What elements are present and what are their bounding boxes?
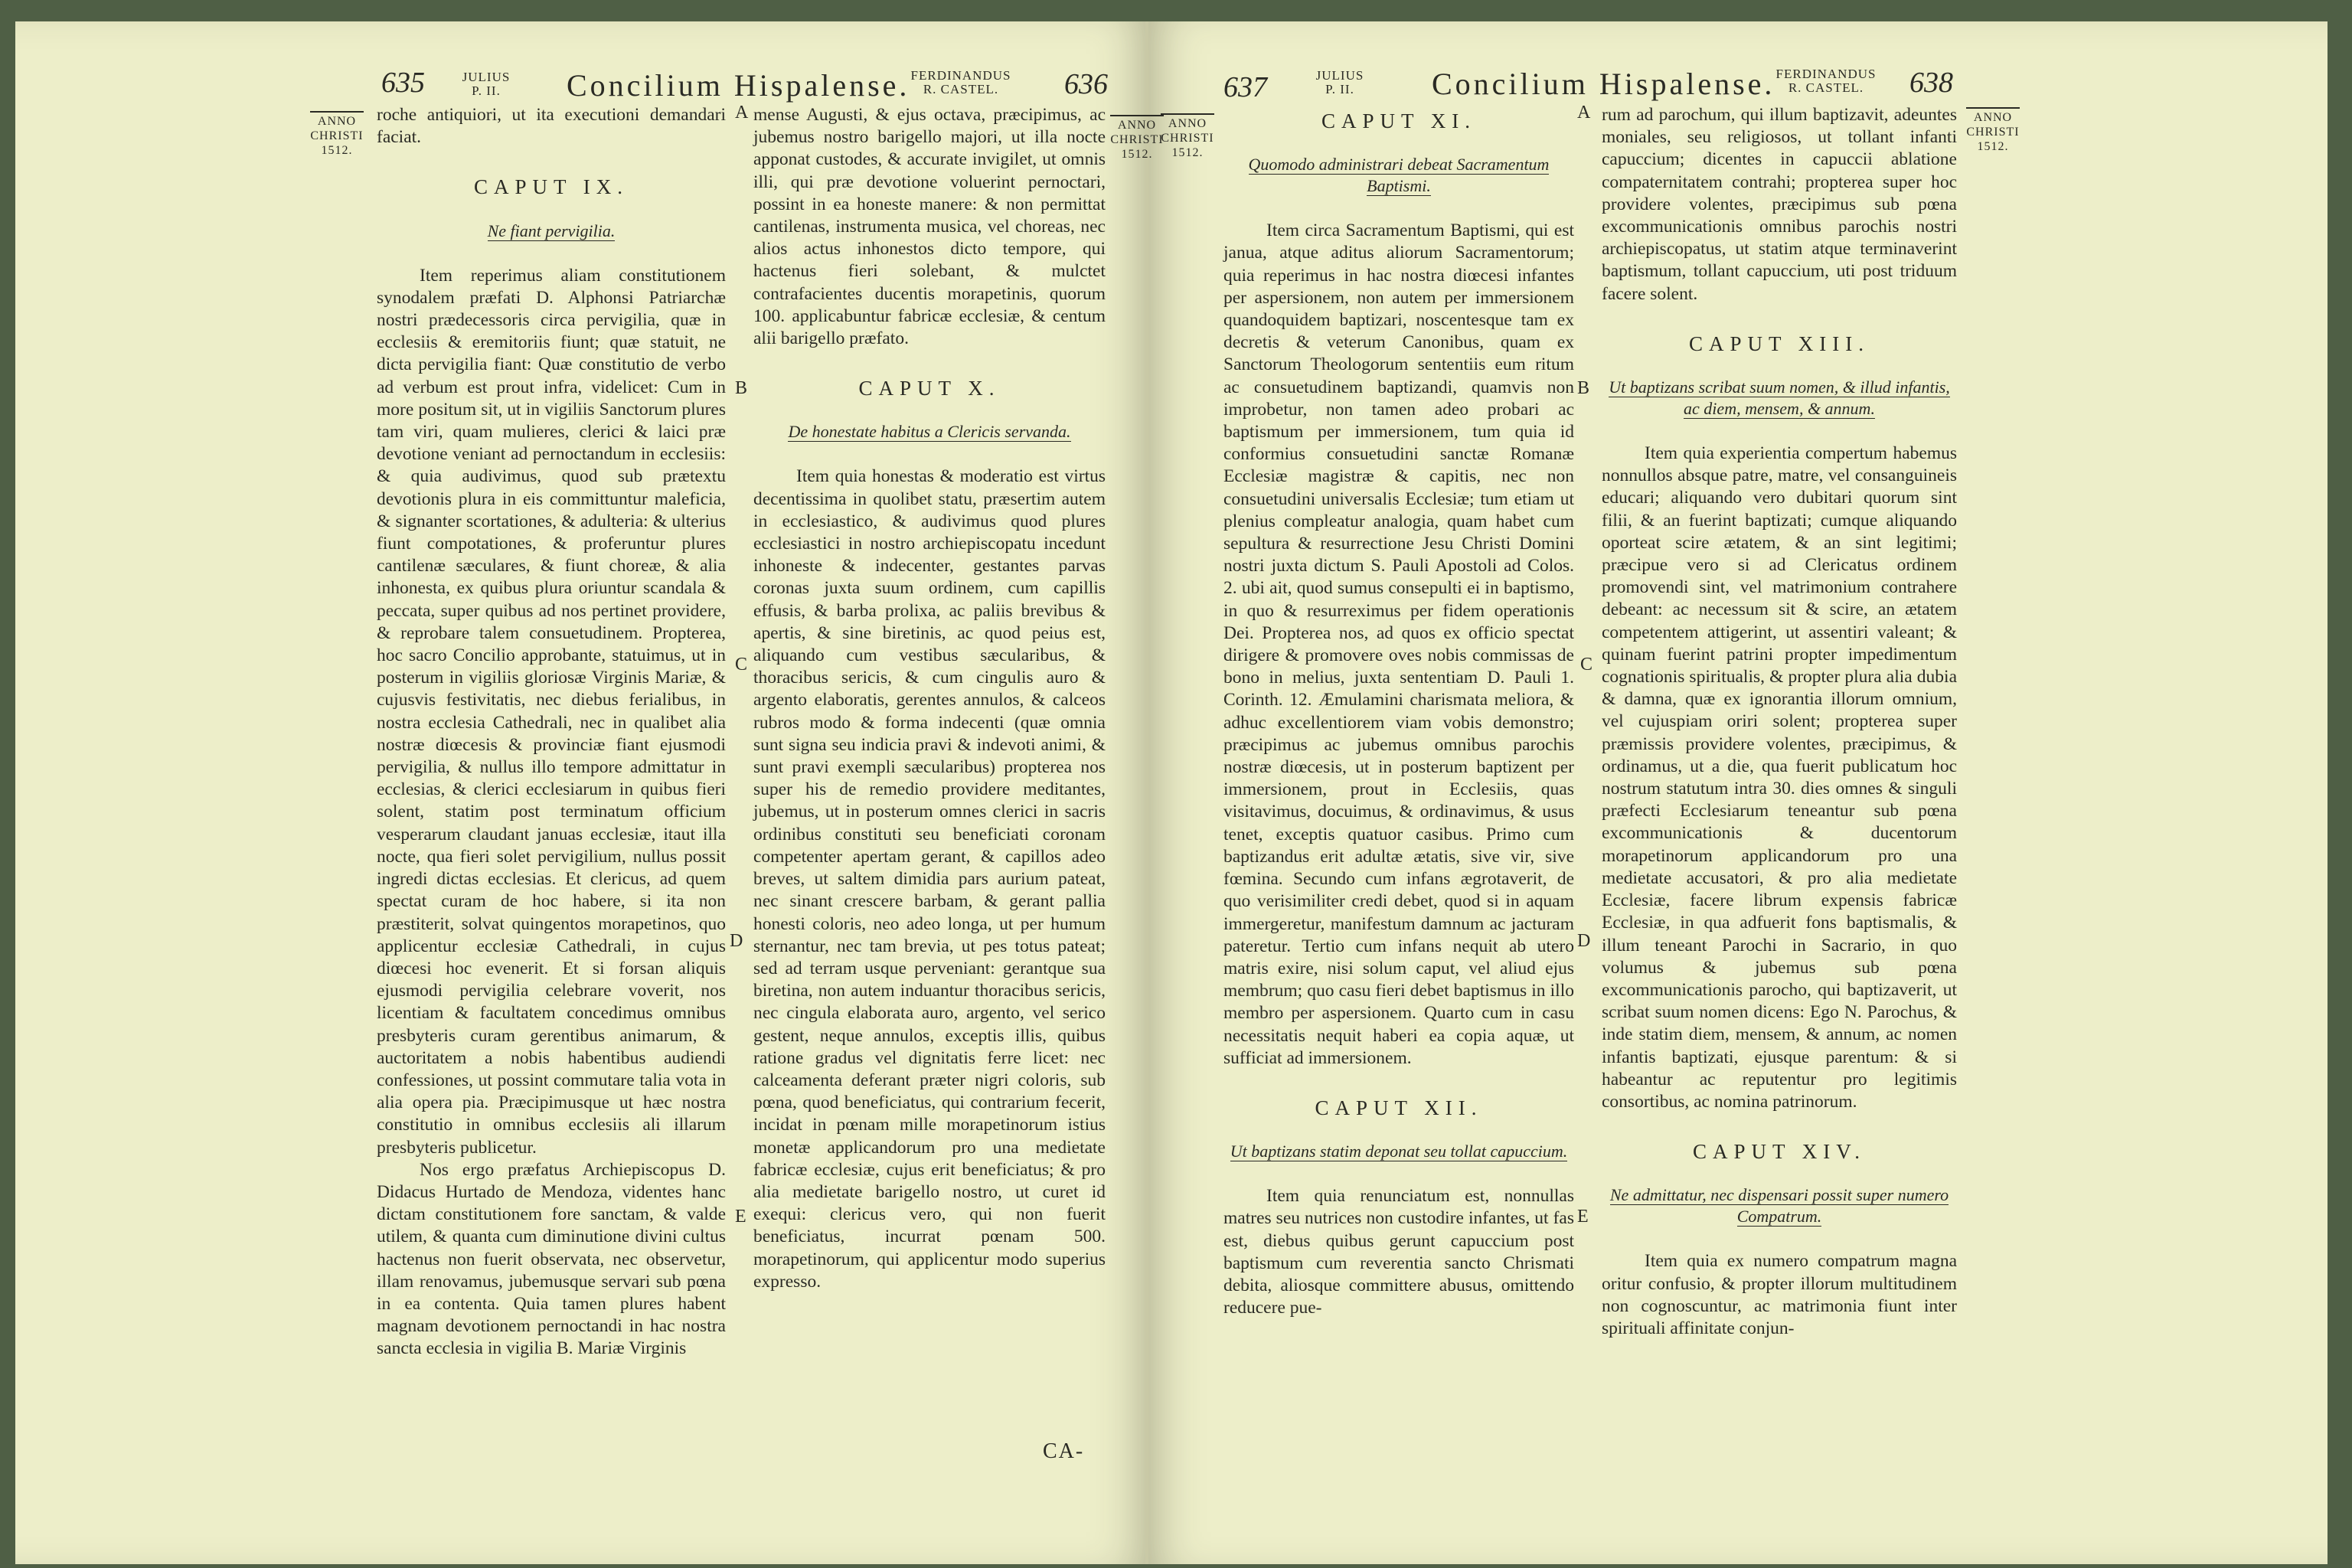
king-name: FERDINANDUS [1775,67,1877,81]
pope-name: JULIUS [462,70,511,84]
chapter-heading: CAPUT XI. [1321,109,1477,132]
paragraph: mense Augusti, & ejus octava, præcipimus, ac jubemus nostro barigello majori, ut illa nocte apponat custodes, & accurate invigilet, ut omnis illi, qui præ devotione voluerint pernoctari, possint in ea honeste manere: & non permittat cantilenas, instrumenta musica, vel choreas, nec alios actus inhonestos dicto tempore, qui hactenus fieri solebant, & mulctet contrafacientes ducentis morapetinis, quorum 100. applicabuntur fabricæ ecclesiæ, & centum alii barigello præfato. [753,105,1106,349]
text-column [1602,104,1957,1340]
pope-name: JULIUS [1315,68,1364,83]
chapter-caption-text: Quomodo administrari debeat Sacramentum Baptismi. [1248,155,1550,196]
page-number: 638 [1909,67,1953,99]
anno-christi: CHRISTI [1110,133,1164,146]
anno-rule [1966,107,2020,109]
section-marker: E [1577,1207,1589,1227]
text-column [377,104,726,1361]
anno-note [1161,113,1214,160]
king-heading [1769,67,1883,95]
pope-number: P. II. [472,83,501,98]
king-name: FERDINANDUS [910,68,1011,83]
anno-year: 1512. [1171,146,1204,159]
chapter-caption-text: Ne admittatur, nec dispensari possit super numero Compatrum. [1609,1185,1949,1227]
chapter-caption [377,220,726,242]
paragraph: Item quia honestas & moderatio est virtus decentissima in quolibet statu, præsertim autem in ecclesiastico, & audivimus quod plures ecclesiastici in nostro archiepiscopatu incedunt inhoneste & indecenter, gestantes parvas coronas juxta suum ordinem, cum capillis effusis, & barba prolixa, ac paliis brevibus & apertis, & sine biretinis, ac quod peius est, aliquando cum vestibus sæcularibus, & thoracibus sericis, & cum cingulis auro & argento elaboratis, gerentes annulos, & calceos rubros modo & forma indecenti (quæ omnia sunt signa seu indicia pravi & indevoti animi, & sunt pravi exempli sæcularibus) propterea nos super his de remedio providere meditantes, jubemus, ut in posterum omnes clerici in sacris ordinibus constituti seu beneficiati coronam competenter apertam gerant, & capillos adeo breves, ut saltem dimidia pars aurium pateat, nec sinant crescere barbam, & gerant pallia honesti coloris, neo adeo longa, ut per humum sternantur, nec tam brevia, ut pes totus pateat; sed ad terram usque perveniant: gerantque sua biretina, non autem induantur thoracibus sericis, nec cingula elaborata auro, argento, vel serico gestent, neque annulos, exceptis illis, quibus ratione gradus vel dignitatis ferre licet: nec calceamenta deferant præter nigri coloris, sub pœna, quod beneficiatus, qui contrarium fecerit, incidat in pœnam mille morapetinorum istius monetæ applicandorum pro una medietate fabricæ ecclesiæ, cujus erit beneficiatus; & pro alia medietate barigello nostro, ut curet id exequi: clericus vero, qui non fuerit beneficiatus, incurrat pœnam 500. morapetinorum, qui applicentur modo superius expresso. [753,466,1106,1292]
page-number: 635 [381,67,425,99]
anno-note [1966,107,2020,154]
chapter-caption-text: Ut baptizans statim deponat seu tollat capuccium. [1230,1142,1568,1161]
pope-number: P. II. [1325,82,1354,96]
chapter-caption [1602,1184,1957,1227]
king-title: R. CASTEL. [1788,80,1864,95]
pope-heading [1305,69,1374,96]
running-title: Concilium Hispalense. [1432,67,1775,101]
king-heading [903,69,1018,96]
king-title: R. CASTEL. [923,82,999,96]
page-number: 636 [1064,68,1108,100]
chapter-heading: CAPUT XII. [1315,1096,1483,1119]
anno-note [310,111,364,158]
chapter-heading: CAPUT XIII. [1689,332,1870,355]
section-marker: A [1577,103,1591,122]
page-number: 637 [1223,71,1267,103]
pope-heading [452,70,521,98]
anno-year: 1512. [1121,148,1153,161]
chapter-caption-text: Ut baptizans scribat suum nomen, & illud infantis, ac diem, mensem, & annum. [1609,377,1950,419]
chapter-caption-text: Ne fiant pervigilia. [487,220,616,240]
text-column [753,104,1106,1293]
catchword: CA- [1043,1439,1085,1463]
anno-rule [1110,115,1164,116]
chapter-caption [753,421,1106,443]
chapter-caption-text: De honestate habitus a Clericis servanda. [788,422,1071,442]
chapter-caption [1602,377,1957,420]
paragraph: Item quia renunciatum est, nonnullas matres seu nutrices non custodire infantes, ut fas est, diebus quibus gerunt capuccium post baptismum cum reverentia sancto Chrismati debita, aliosque committere abusus, omittendo reducere pue- [1223,1186,1574,1318]
paragraph: Item quia experientia compertum habemus nonnullos absque patre, matre, vel consanguineis educari; aliquando vero dubitari quorum sint filii, & an fuerint baptizati; cumque aliquando oporteat scire ætatem, & an sint legitimi; præcipue vero si ad Clericatus ordinem promovendi sint, vel matrimonium contrahere debeant: ac necessum sit & scire, an ætatem competentem attigerint, ut assentiri valeant; & quinam fuerint patrini propter impedimentum cognationis spiritualis, & propter plura alia dubia & damna, quæ ex ignorantia illorum omnium, vel cujuspiam oriri solent; propterea super præmissis providere volentes, præcipimus, & ordinamus, ut a die, qua fuerit publicatum hoc nostrum statutum intra 30. dies omnes & singuli præfecti Ecclesiarum teneantur sub pœna excommunicationis & ducentorum morapetinorum applicandorum pro una medietate accusatori, & pro alia medietate Ecclesiæ, facere librum expensis fabricæ Ecclesiæ, in qua adfuerit fons baptismalis, & illum teneant Parochi in Sacrario, in quo volumus & jubemus sub pœna excommunicationis parocho, qui baptizaverit, ut scribat suum nomen dicens: Ego N. Parochus, & inde statim diem, mensem, & annum, ac nomen infantis baptizati, ejusque parentum: & si habeantur ac reputentur pro legitimis consortibus, ac nomina patrinorum. [1602,443,1957,1112]
text-column [1223,104,1574,1319]
anno-christi: CHRISTI [1966,126,2020,139]
paragraph: Nos ergo præfatus Archiepiscopus D. Didacus Hurtado de Mendoza, videntes hanc dictam constitutionem fore sanctam, & valde utilem, & quanta cum diminutione divini cultus hactenus non fuerit observata, nec observetur, illam renovamus, jubemusque servari sub pœna in ea contenta. Quia tamen plures habent magnam devotionem pernoctandi in hac nostra sancta ecclesia in vigilia B. Mariæ Virginis [377,1159,726,1359]
paragraph: Item circa Sacramentum Baptismi, qui est janua, atque aditus aliorum Sacramentorum; quia reperimus in hac nostra diœcesi infantes per aspersionem, non autem per immersionem quandoquidem baptizari, noscentesque tam ex decretis & veterum Canonibus, quam ex Sanctorum Theologorum sententiis eum ritum ac consuetudinem baptizandi, quamvis non improbetur, non tamen adeo probari ac baptismum per immersionem, tum quia id conformius consuetudini sanctæ Romanæ Ecclesiæ magistræ & capitis, nec non consuetudini universalis Ecclesiæ; tum etiam ut plenius compleatur analogia, quam habet cum sepultura & resurrectione Jesu Christi Domini nostri juxta dictum S. Pauli Apostoli ad Colos. 2. ubi ait, quod sumus consepulti ei in baptismo, in quo & resurreximus per fidem operationis Dei. Propterea nos, ad quos ex officio spectat dirigere & promovere oves nobis commissas de bono in melius, juxta sententiam D. Pauli 1. Corinth. 12. Æmulamini charismata meliora, & adhuc excellentiorem viam vobis demonstro; præcipimus ac jubemus omnibus parochis nostræ diœcesis, ut in posterum baptizent per immersionem, prout in Ecclesiis, quas visitavimus, docuimus, & ordinavimus, & usus tenet, exceptis quatuor casibus. Primo cum baptizandus erit adultæ ætatis, sive vir, sive fœmina. Secundo cum infans ægrotaverit, de quo verisimiliter credi debet, quod si in aquam immergeretur, manifestum damnum ac jacturam pateretur. Tertio cum infans nequit ab utero matris exire, nisi solum caput, vel aliud ejus membrum; quo casu fieri debet baptismus in illo membro per aspersionem. Quarto cum in casu necessitatis nequit haberi ea copia aquæ, ut sufficiat ad immersionem. [1223,220,1574,1068]
anno-label: ANNO [1117,119,1157,132]
running-title: Concilium Hispalense. [567,68,910,103]
chapter-heading: CAPUT XIV. [1692,1140,1867,1164]
paragraph: Item reperimus aliam constitutionem synodalem præfati D. Alphonsi Patriarchæ nostri prædecessoris circa pervigilia, quæ in ecclesiis & eremitoriis fiunt; quæ statuit, ne dicta pervigilia fiant: Quæ constitutio de verbo ad verbum est prout infra, videlicet: Cum in more positum sit, ut in vigiliis Sanctorum plures tam viri, quam mulieres, clerici & laici præ devotione veniant ad pernoctandum in ecclesiis: & quia audivimus, quod sub prætextu devotionis plura in eis committuntur maleficia, & signanter scortationes, & adulteria: & ulterius fiunt compotationes, & proferuntur plures cantilenæ sæculares, & fiunt choreæ, & alia inhonesta, ex quibus plura oriuntur scandala & peccata, super quibus ad nos pertinet providere, & reprobare talem consuetudinem. Propterea, hoc sacro Concilio approbante, statuimus, ut in posterum in vigiliis gloriosæ Virginis Mariæ, & cujusvis festivitatis, nec diebus ferialibus, in nostra ecclesia Cathedrali, nec in qualibet alia nostræ diœcesis & provinciæ fiant ejusmodi pervigilia, & nullus illo tempore admittatur in ecclesias, & clerici ecclesiarum in quibus fieri solent, statim post terminatum officium vesperarum claudant januas ecclesiæ, itaut illa nocte, qua fieri solet pervigilium, nullus possit ingredi dictas ecclesias. Et clericus, ad quem spectat curam de hoc habere, si ita non præstiterit, solvat quingentos morapetinos, quo applicentur ecclesiæ Cathedrali, in cujus diœcesi hoc evenerit. Et si forsan aliquis ejusmodi pervigilia celebrare voverit, nos licentiam & facultatem concedimus omnibus presbyteris curam gerentibus animarum, & auctoritatem a nobis habentibus audiendi confessiones, ut possint commutare talia vota in alia opera pia. Præcipimusque ut hæc nostra constitutio in omnibus ecclesiis ali illarum presbyteris publicetur. [377,265,726,1158]
anno-christi: CHRISTI [1161,132,1214,145]
chapter-caption [1223,154,1574,197]
anno-rule [310,111,364,113]
paragraph: rum ad parochum, qui illum baptizavit, adeuntes moniales, seu religiosos, ut tollant infanti capuccium; dicentes in capuccii ablatione compaternitatem contrahi; propterea super hoc providere volentes, præcipimus sub pœna excommunicationis omnibus parochis nostri archiepiscopatus, ut statim atque terminaverint baptismum, tollant capuccium, uti post triduum facere solent. [1602,105,1957,304]
paragraph: roche antiquiori, ut ita executioni demandari faciat. [377,105,726,148]
anno-label: ANNO [317,115,357,128]
chapter-heading: CAPUT IX. [473,175,629,199]
chapter-heading: CAPUT X. [858,377,1001,400]
section-marker: B [735,378,748,398]
section-marker: D [730,931,743,951]
section-marker: D [1577,931,1591,951]
paragraph: Item quia ex numero compatrum magna oritur confusio, & propter illorum multitudinem non cognoscuntur, ac matrimonia fiunt inter spirituali affinitate conjun- [1602,1251,1957,1338]
anno-label: ANNO [1973,111,2013,124]
chapter-caption [1223,1141,1574,1162]
section-marker: C [1580,655,1593,675]
anno-year: 1512. [1977,140,2009,153]
anno-rule [1161,113,1214,115]
section-marker: A [735,103,749,122]
section-marker: E [735,1207,746,1227]
section-marker: B [1577,378,1590,398]
anno-note [1110,115,1164,162]
anno-year: 1512. [321,144,353,157]
section-marker: C [735,655,748,675]
anno-label: ANNO [1168,117,1207,130]
anno-christi: CHRISTI [310,129,364,142]
